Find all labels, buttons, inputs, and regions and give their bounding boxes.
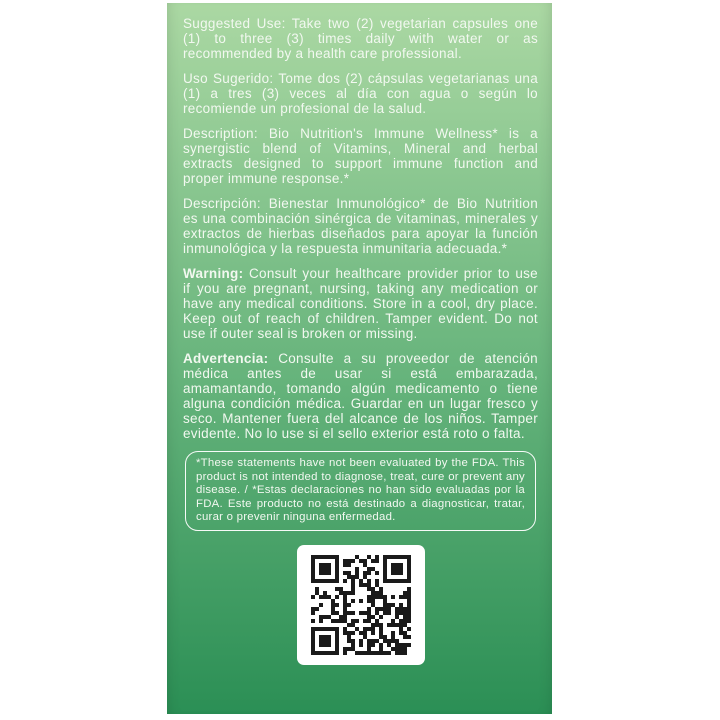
fda-disclaimer-box — [185, 451, 536, 531]
section-suggested-use — [183, 16, 538, 61]
section-description-en — [183, 126, 538, 186]
section-title: Suggested Use: — [183, 16, 286, 31]
section-warning-es — [183, 351, 538, 441]
section-text: Tome dos (2) cápsulas vegetarianas una (1) a tres (3) veces al día con agua o según lo recomiende un profesional de la salud. — [183, 71, 539, 116]
section-title: Warning: — [183, 266, 244, 281]
section-description-es — [183, 196, 538, 256]
section-title: Descripción: — [183, 196, 261, 211]
section-text: Consult your healthcare provider prior to use if you are pregnant, nursing, taking any medication or have any medical conditions. Store in a cool, dry place. Keep out of reach of children. Tamper evident. Do not use if outer seal is broken or missing. — [183, 266, 538, 341]
section-text: Take two (2) vegetarian capsules one (1) to three (3) times daily with water or as recommended by a health care professional. — [183, 16, 538, 61]
section-title: Uso Sugerido: — [183, 71, 274, 86]
fda-disclaimer-text: *These statements have not been evaluated by the FDA. This product is not intended to diagnose, treat, cure or prevent any disease. / *Estas declaraciones no han sido evaluadas por la FDA. Este producto no está destinado a diagnosticar, tratar, curar o prevenir ninguna enfermedad. — [196, 457, 525, 524]
section-text: Bienestar Inmunológico* de Bio Nutrition es una combinación sinérgica de vitaminas, minerales y extractos de hierbas diseñados para apoyar la función inmunológica y la respuesta inmunitaria adecuada.* — [183, 196, 538, 256]
qr-code — [297, 545, 425, 665]
section-uso-sugerido — [183, 71, 538, 116]
section-title: Advertencia: — [183, 351, 269, 366]
section-text: Consulte a su proveedor de atención médica antes de usar si está embarazada, amamantando, tomando algún medicamento o tiene alguna condición médica. Guardar en un lugar fresco y seco. Mantener fuera del alcance de los niños. Tamper evidente. No lo use si el sello exterior está roto o falta. — [183, 351, 538, 441]
section-title: Description: — [183, 126, 258, 141]
section-warning-en — [183, 266, 538, 341]
supplement-label — [167, 3, 552, 714]
section-text: Bio Nutrition's Immune Wellness* is a synergistic blend of Vitamins, Mineral and herbal extracts designed to support immune function and proper immune response.* — [183, 126, 538, 186]
qr-pattern-icon — [311, 555, 411, 655]
label-content — [167, 3, 552, 665]
